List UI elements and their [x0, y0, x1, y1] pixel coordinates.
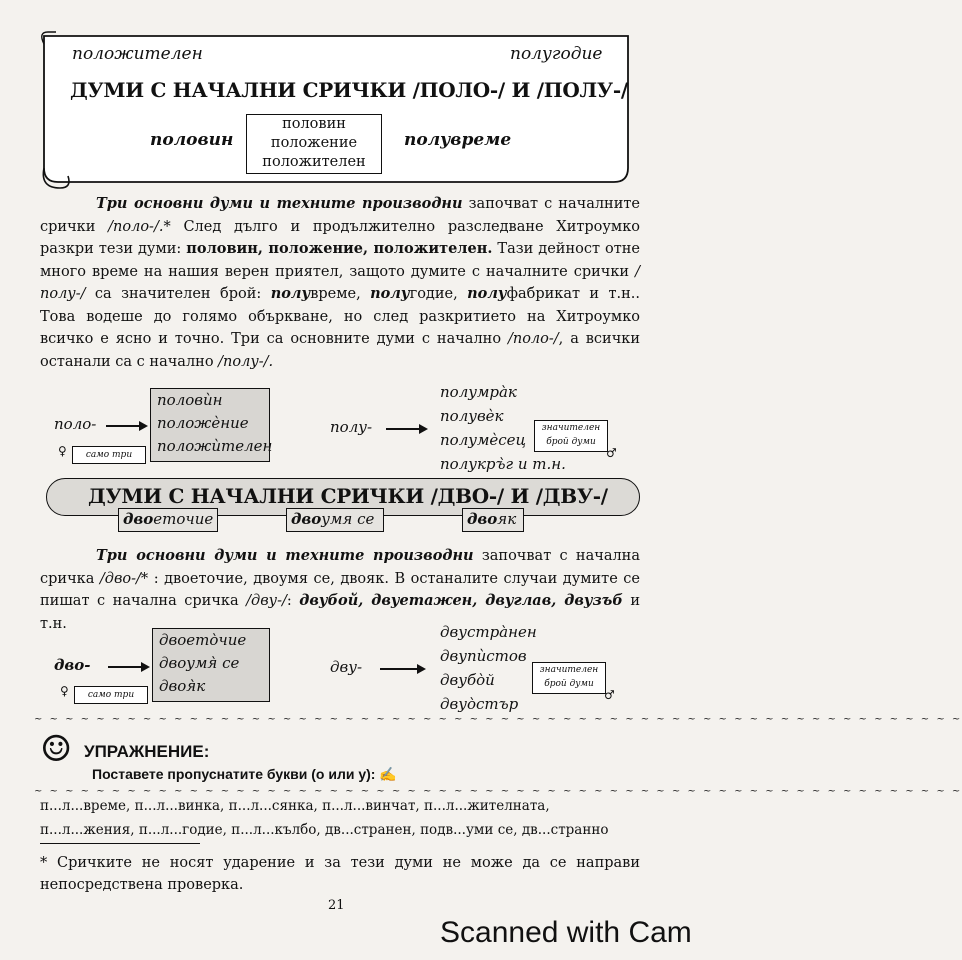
- diagram1-left-word-3: положѝтелен: [157, 437, 273, 455]
- top-title: ДУМИ С НАЧАЛНИ СРИЧКИ /ПОЛО-/ И /ПОЛУ-/: [70, 78, 628, 102]
- top-word-right: полугодие: [510, 44, 603, 64]
- diagram1-left-word-2: положѐние: [157, 414, 249, 432]
- exercise-line-2: п...л...жения, п...л...годие, п...л...кълбо, дв...странен, подв...уми се, дв...странно: [40, 822, 609, 838]
- diagram2-right-word-2: двупѝстов: [440, 647, 527, 665]
- diagram2-left-prefix: дво-: [54, 656, 91, 674]
- diagram1-left-prefix: поло-: [54, 415, 97, 433]
- exercise-instruction-text: Поставете пропуснатите букви (о или у):: [92, 766, 376, 782]
- para2-dvo: /дво-/*: [99, 570, 149, 587]
- para1-text3: Тази дейност отне много време на нашия верен приятел, защото думите с началните срички: [40, 241, 640, 280]
- diagram1-left-arrow: [106, 425, 146, 427]
- diagram2-right-prefix: дву-: [330, 658, 363, 676]
- para1-polu: /полу-/: [40, 263, 640, 302]
- para1-lead: Три основни думи и техните производни: [96, 195, 463, 212]
- second-banner-word-1-prefix: дво: [123, 510, 154, 528]
- wavy-divider: ~ ~ ~ ~ ~ ~ ~ ~ ~ ~ ~ ~ ~ ~ ~ ~ ~ ~ ~ ~ ~ ~ ~ ~ ~ ~ ~ ~ ~ ~ ~ ~ ~ ~ ~ ~ ~ ~ ~ ~ ~ ~ ~ ~ ~ ~ ~ ~ ~ ~ ~ ~ ~ ~ ~ ~ ~ ~ ~ ~: [34, 714, 962, 725]
- exercise-instruction: [92, 766, 397, 783]
- diagram1-right-banner: [534, 420, 608, 452]
- top-boxed-word-3: положителен: [262, 154, 366, 170]
- diagram2-right-banner-line2: брой думи: [544, 679, 594, 689]
- diagram2-right-banner: [532, 662, 606, 694]
- para2-dvu: /дву-/: [246, 593, 287, 609]
- second-banner-title: ДУМИ С НАЧАЛНИ СРИЧКИ /ДВО-/ И /ДВУ-/: [88, 484, 608, 508]
- diagram1-left-box: [150, 388, 273, 462]
- diagram1-right-arrow: [386, 428, 426, 430]
- diagram1-right-word-3: полумѐсец: [440, 431, 527, 449]
- second-banner-word-3-rest: як: [497, 510, 517, 528]
- second-banner-word-2: [286, 508, 384, 532]
- para2-text2: : двоеточие, двоумя се, двояк. В останалите случаи думите се пишат с начална сричка: [40, 570, 640, 609]
- diagram2-left-box: [152, 628, 270, 702]
- diagram2-left-arrow: [108, 666, 148, 668]
- para2-text1: започват с начална сричка: [40, 548, 640, 587]
- page-number: 21: [328, 898, 345, 913]
- top-boxed-word-1: половин: [282, 116, 346, 132]
- footnote-rule: [40, 843, 200, 844]
- diagram2-left-word-1: двоето̀чие: [159, 631, 247, 649]
- top-mid-left: половин: [150, 130, 234, 150]
- diagram1-right-word-1: полумра̀к: [440, 383, 517, 401]
- paragraph-2: [40, 545, 640, 635]
- diagram1-right-banner-line2: брой думи: [546, 437, 596, 447]
- paragraph-1: [40, 193, 640, 373]
- diagram2-left-banner: само три: [74, 686, 148, 704]
- wavy-divider: ~ ~ ~ ~ ~ ~ ~ ~ ~ ~ ~ ~ ~ ~ ~ ~ ~ ~ ~ ~ ~ ~ ~ ~ ~ ~ ~ ~ ~ ~ ~ ~ ~ ~ ~ ~ ~ ~ ~ ~ ~ ~ ~ ~ ~ ~ ~ ~ ~ ~ ~ ~ ~ ~ ~ ~ ~ ~ ~ ~: [34, 786, 962, 797]
- para1-words: половин, положение, положителен.: [186, 240, 493, 257]
- second-banner-word-3-prefix: дво: [467, 510, 498, 528]
- scanner-watermark: Scanned with Cam: [440, 916, 692, 949]
- diagram2-right-banner-line1: значителен: [539, 665, 599, 675]
- para1-ex3b: фабрикат: [506, 286, 581, 302]
- para1-text6: , а всички останали са с начално: [40, 331, 641, 370]
- para1-ex1: полу: [270, 285, 311, 302]
- diagram1-right-banner-line1: значителен: [541, 423, 601, 433]
- para2-text4: и т.н.: [40, 593, 640, 632]
- second-banner-word-1-rest: еточие: [153, 510, 214, 528]
- second-banner-word-2-rest: умя се: [321, 510, 375, 528]
- second-banner-word-3: [462, 508, 524, 532]
- cupid-icon: ☺: [40, 729, 73, 770]
- diagram1-right-word-2: полувѐк: [440, 407, 504, 425]
- stick-figure-icon: ♀: [60, 684, 69, 698]
- diagram2-right-word-1: двустра̀нен: [440, 623, 537, 641]
- diagram1-right-word-4: полукръ̀г и т.н.: [440, 455, 566, 473]
- para1-ex2: полу: [370, 285, 410, 302]
- para2-text3: :: [286, 593, 300, 609]
- top-boxed-word-2: положение: [270, 135, 358, 151]
- para1-ex3: полу: [467, 285, 507, 302]
- footnote: * Сричките не носят ударение и за тези думи не може да се направи непосредствена проверка.: [40, 855, 640, 893]
- diagram2-left-word-2: двоумя̀ се: [159, 654, 240, 672]
- exercise-title: УПРАЖНЕНИЕ:: [84, 742, 210, 761]
- para1-text4: са значителен брой:: [85, 286, 271, 302]
- para1-polu2: /полу-/.: [218, 353, 274, 370]
- stick-figure-icon: ♀: [58, 444, 67, 458]
- diagram1-right-prefix: полу-: [330, 418, 373, 436]
- stick-figure-icon: ♂: [604, 688, 615, 702]
- stick-figure-icon: ♂: [606, 446, 617, 460]
- diagram1-left-word-1: половѝн: [157, 391, 223, 409]
- para1-polo2: /поло-/: [507, 331, 559, 347]
- para2-lead: Три основни думи и техните производни: [96, 547, 474, 564]
- diagram2-right-arrow: [380, 668, 424, 670]
- para1-polo: /поло-/.: [108, 218, 164, 235]
- diagram1-left-banner: само три: [72, 446, 146, 464]
- top-word-left: положителен: [72, 44, 203, 64]
- top-boxed-words: [246, 114, 382, 174]
- pen-icon: ✍: [379, 766, 397, 782]
- diagram2-right-words: [440, 620, 537, 716]
- exercise-line-1: п...л...време, п...л...винка, п...л...сянка, п...л...винчат, п...л...жителната,: [40, 798, 550, 814]
- para2-examples: двубой, двуетажен, двуглав, двузъб: [299, 592, 623, 609]
- diagram2-right-word-3: двубо̀й: [440, 671, 495, 689]
- second-banner-word-2-prefix: дво: [291, 510, 322, 528]
- para1-text2: * След дълго и продължително разследване Хитроумко разкри тези думи:: [40, 218, 640, 257]
- second-banner-word-1: [118, 508, 218, 532]
- diagram2-left-word-3: двоя̀к: [159, 677, 206, 695]
- para1-ex1b: време,: [310, 286, 371, 302]
- para1-text1: започват с началните срички: [40, 196, 640, 235]
- diagram2-right-word-4: двуо̀стър: [440, 695, 519, 713]
- top-mid-right: полувреме: [404, 130, 512, 150]
- para1-text5: и т.н.. Това водеше до голямо объркване, но след разкритието на Хитроумко всичко е ясно и точно. Три са основните думи с начално: [40, 286, 640, 347]
- para1-ex2b: годие,: [409, 286, 468, 302]
